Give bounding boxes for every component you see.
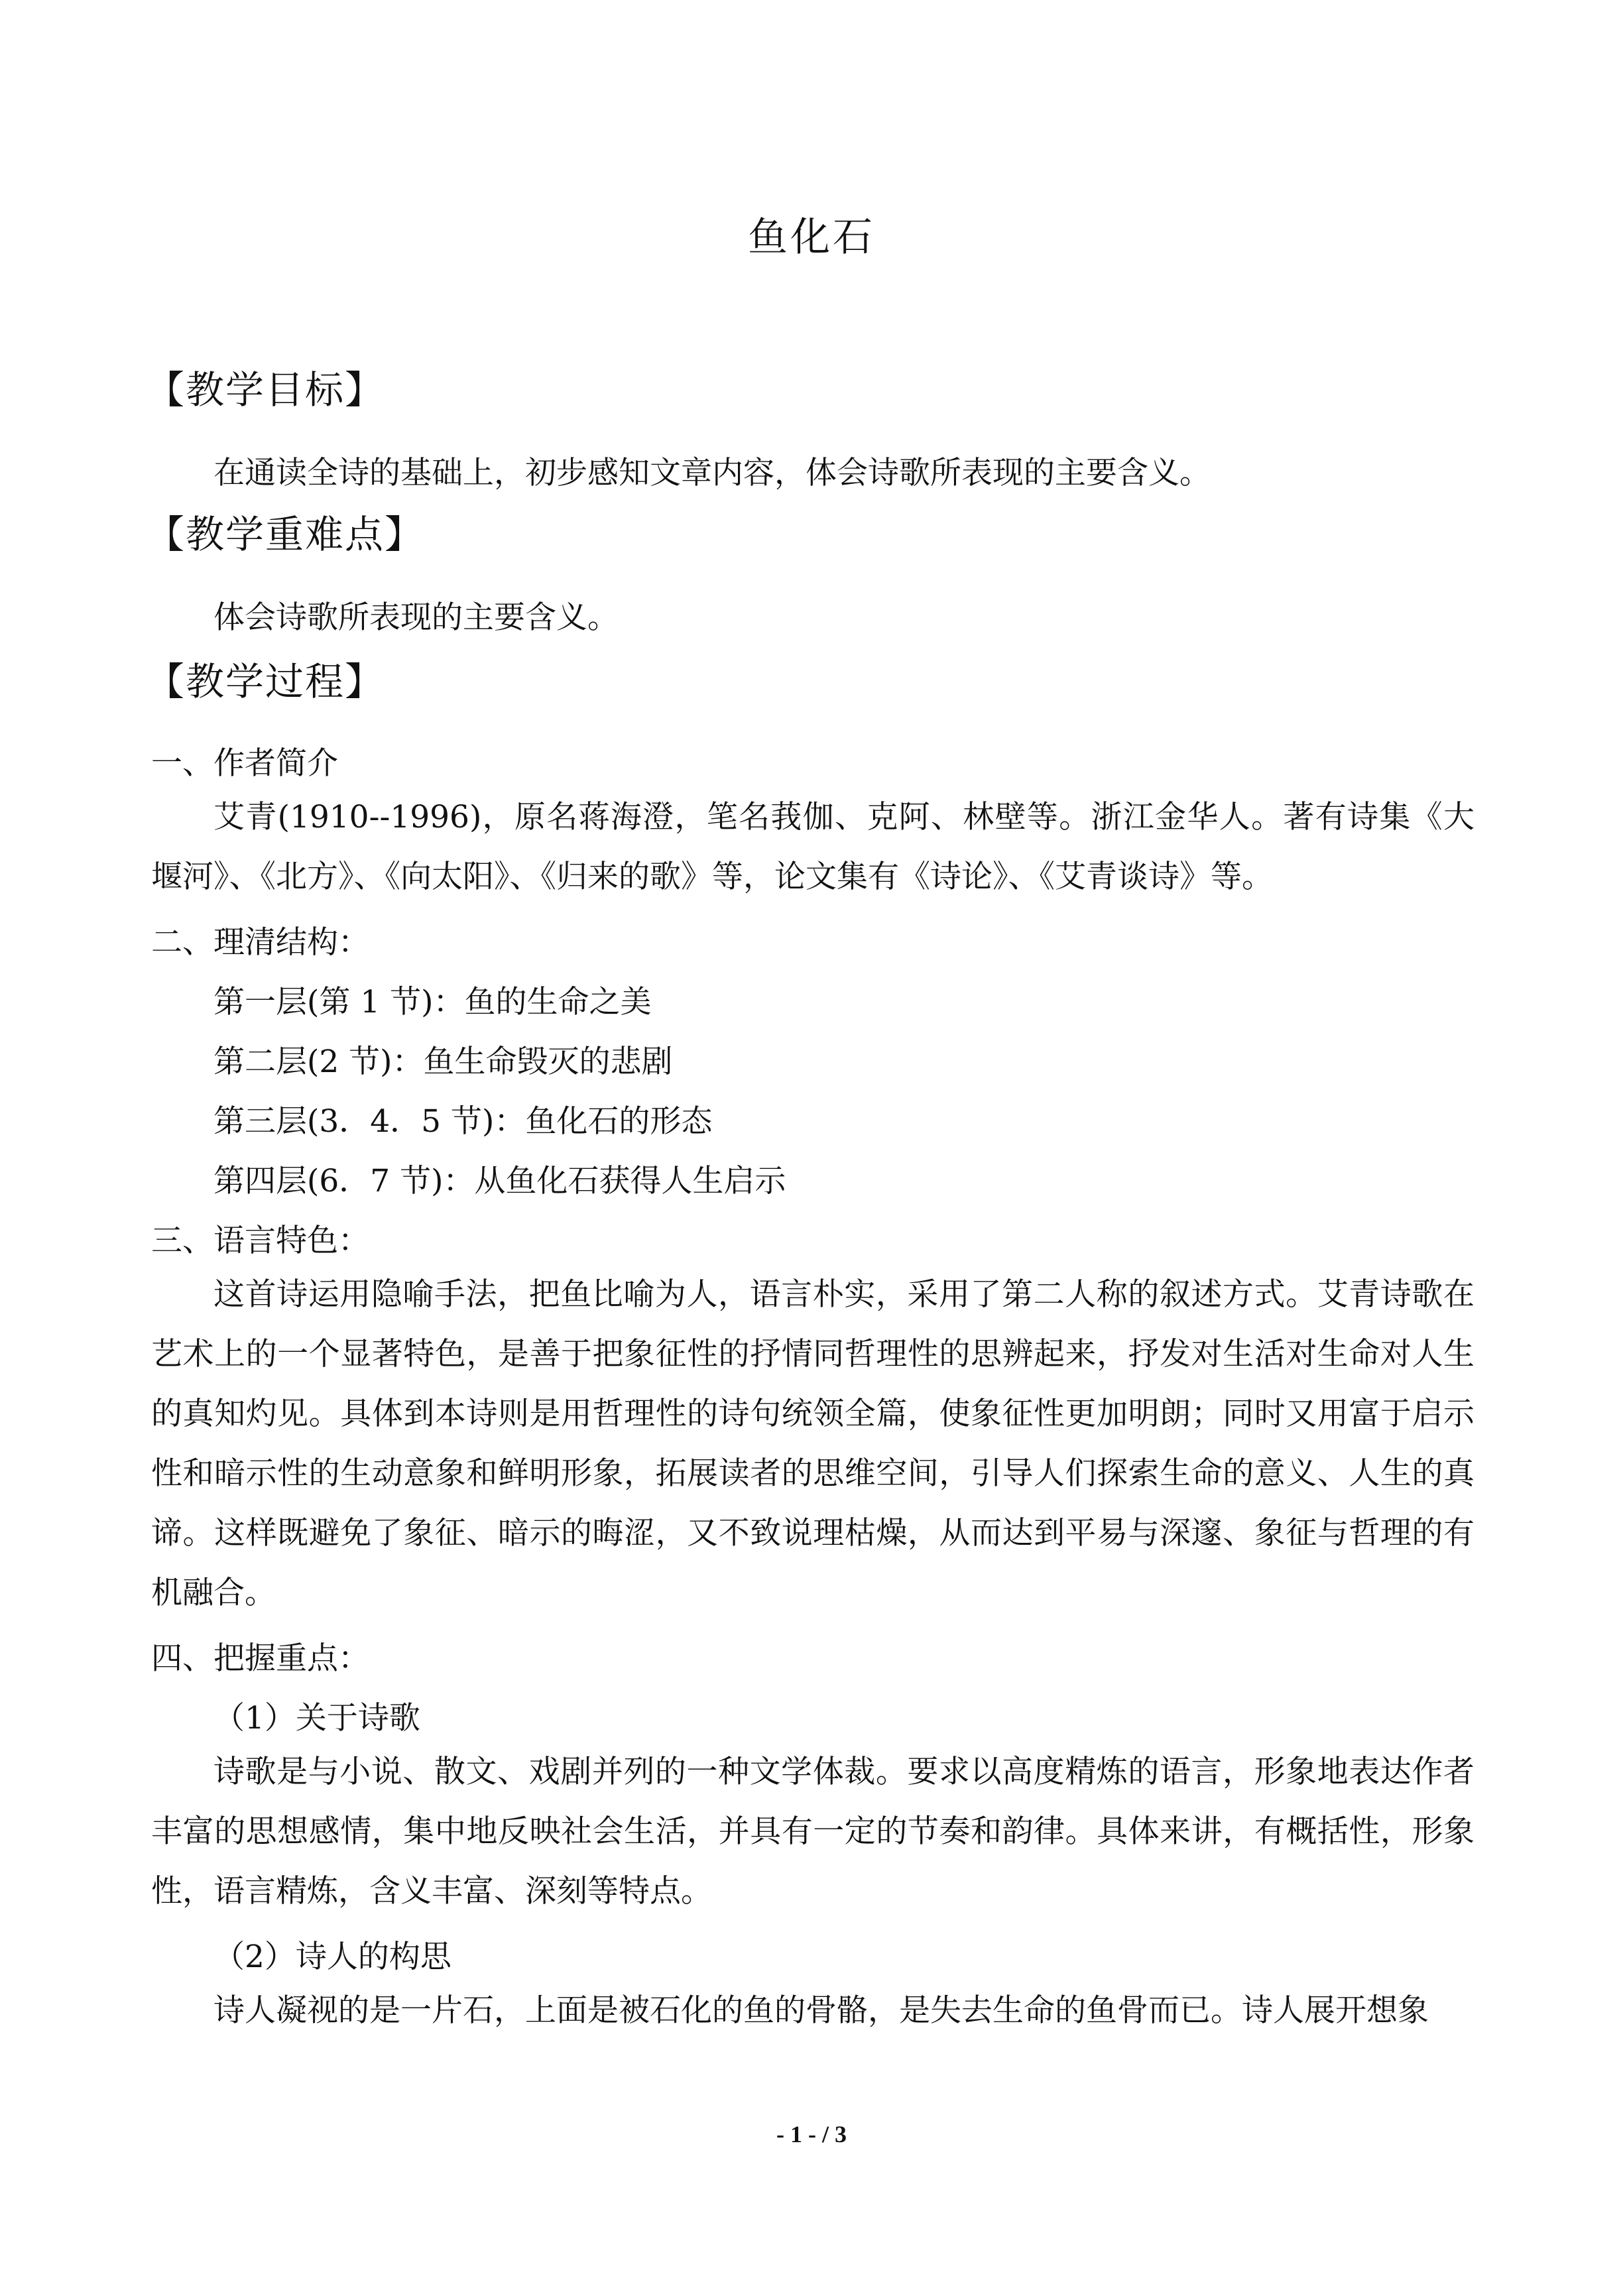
- structure-item: 第四层(6．7 节)：从鱼化石获得人生启示: [213, 1163, 786, 1199]
- heading-teaching-process: 【教学过程】: [146, 659, 385, 704]
- heading-key-points: 【教学重难点】: [146, 512, 425, 557]
- focus-sub2-paragraph: 诗人凝视的是一片石，上面是被石化的鱼的骨骼，是失去生命的鱼骨而已。诗人展开想象: [213, 1992, 1429, 2029]
- focus-sub2-label: （2）诗人的构思: [213, 1939, 451, 1975]
- language-paragraph: 这首诗运用隐喻手法，把鱼比喻为人，语言朴实，采用了第二人称的叙述方式。艾青诗歌在艺术上的一个显著特色，是善于把象征性的抒情同哲理性的思辨起来，抒发对生活对生命对人生的真知灼见。具体到本诗则是用哲理性的诗句统领全篇，使象征性更加明朗；同时又用富于启示性和暗示性的生动意象和鲜明形象，拓展读者的思维空间，引导人们探索生命的意义、人生的真谛。这样既避免了象征、暗示的晦涩，又不致说理枯燥，从而达到平易与深邃、象征与哲理的有机融合。: [151, 1276, 1474, 1611]
- teaching-goals-text: 在通读全诗的基础上，初步感知文章内容，体会诗歌所表现的主要含义。: [213, 455, 1211, 491]
- section-language-heading: 三、语言特色：: [151, 1223, 369, 1259]
- focus-sub1-label: （1）关于诗歌: [213, 1700, 420, 1736]
- structure-item: 第二层(2 节)：鱼生命毁灭的悲剧: [213, 1044, 673, 1080]
- page-number: - 1 - / 3: [776, 2121, 847, 2147]
- structure-item: 第三层(3．4．5 节)：鱼化石的形态: [213, 1103, 713, 1140]
- focus-sub1-paragraph: 诗歌是与小说、散文、戏剧并列的一种文学体裁。要求以高度精炼的语言，形象地表达作者丰富的思想感情，集中地反映社会生活，并具有一定的节奏和韵律。具体来讲，有概括性，形象性，语言精炼，含义丰富、深刻等特点。: [151, 1754, 1474, 1909]
- structure-item: 第一层(第 1 节)：鱼的生命之美: [213, 984, 652, 1020]
- section-structure-heading: 二、理清结构：: [151, 924, 369, 961]
- heading-teaching-goals: 【教学目标】: [146, 367, 385, 412]
- author-paragraph: 艾青(1910--1996)，原名蒋海澄，笔名莪伽、克阿、林壁等。浙江金华人。著有诗集《大堰河》、《北方》、《向太阳》、《归来的歌》等，论文集有《诗论》、《艾青谈诗》等。: [151, 799, 1474, 895]
- section-focus-heading: 四、把握重点：: [151, 1640, 369, 1677]
- key-points-text: 体会诗歌所表现的主要含义。: [213, 599, 619, 636]
- section-author-heading: 一、作者简介: [151, 745, 338, 782]
- document-title: 鱼化石: [748, 214, 875, 261]
